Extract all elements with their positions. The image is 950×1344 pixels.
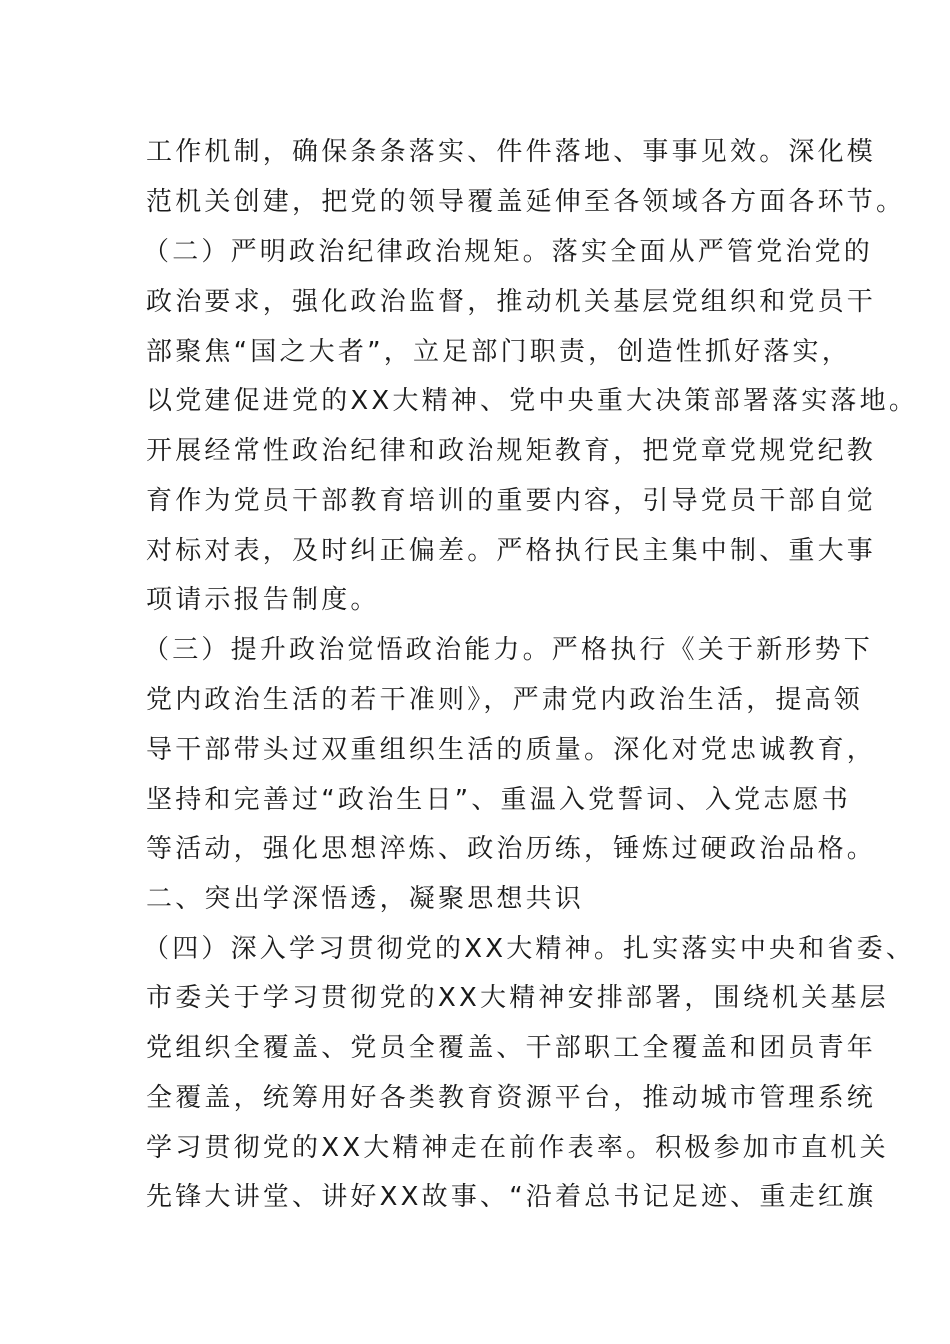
text-line: 党内政治生活的若干准则》，严肃党内政治生活，提高领	[146, 685, 864, 715]
text-line: 工作机制，确保条条落实、件件落地、事事见效。深化模	[146, 137, 877, 167]
text-line: 以党建促进党的XX大精神、党中央重大决策部署落实落地。	[146, 386, 919, 416]
section-heading: （四）深入学习贯彻党的XX大精神。扎实落实中央和省委、	[143, 934, 916, 964]
section-heading: （三）提升政治觉悟政治能力。严格执行《关于新形势下	[143, 635, 874, 665]
text-line: 等活动，强化思想淬炼、政治历练，锤炼过硬政治品格。	[146, 834, 877, 864]
text-line: 全覆盖，统筹用好各类教育资源平台，推动城市管理系统	[146, 1083, 877, 1113]
text-line: 坚持和完善过“政治生日”、重温入党誓词、入党志愿书	[146, 785, 851, 815]
text-line: 导干部带头过双重组织生活的质量。深化对党忠诚教育，	[146, 735, 877, 765]
text-line: 政治要求，强化政治监督，推动机关基层党组织和党员干	[146, 287, 877, 317]
text-line: 开展经常性政治纪律和政治规矩教育，把党章党规党纪教	[146, 436, 877, 466]
text-line: 学习贯彻党的XX大精神走在前作表率。积极参加市直机关	[146, 1133, 889, 1163]
text-line: 范机关创建，把党的领导覆盖延伸至各领域各方面各环节。	[146, 187, 906, 217]
text-line: 部聚焦“国之大者”，立足部门职责，创造性抓好落实，	[146, 337, 851, 367]
section-heading: （二）严明政治纪律政治规矩。落实全面从严管党治党的	[143, 237, 874, 267]
text-line: 党组织全覆盖、党员全覆盖、干部职工全覆盖和团员青年	[146, 1033, 877, 1063]
text-line: 市委关于学习贯彻党的XX大精神安排部署，围绕机关基层	[146, 983, 889, 1013]
text-line: 先锋大讲堂、讲好XX故事、“沿着总书记足迹、重走红旗	[146, 1182, 877, 1212]
chapter-heading: 二、突出学深悟透，凝聚思想共识	[146, 884, 585, 914]
text-line: 育作为党员干部教育培训的重要内容，引导党员干部自觉	[146, 486, 877, 516]
text-line: 项请示报告制度。	[146, 585, 380, 615]
text-line: 对标对表，及时纠正偏差。严格执行民主集中制、重大事	[146, 536, 877, 566]
